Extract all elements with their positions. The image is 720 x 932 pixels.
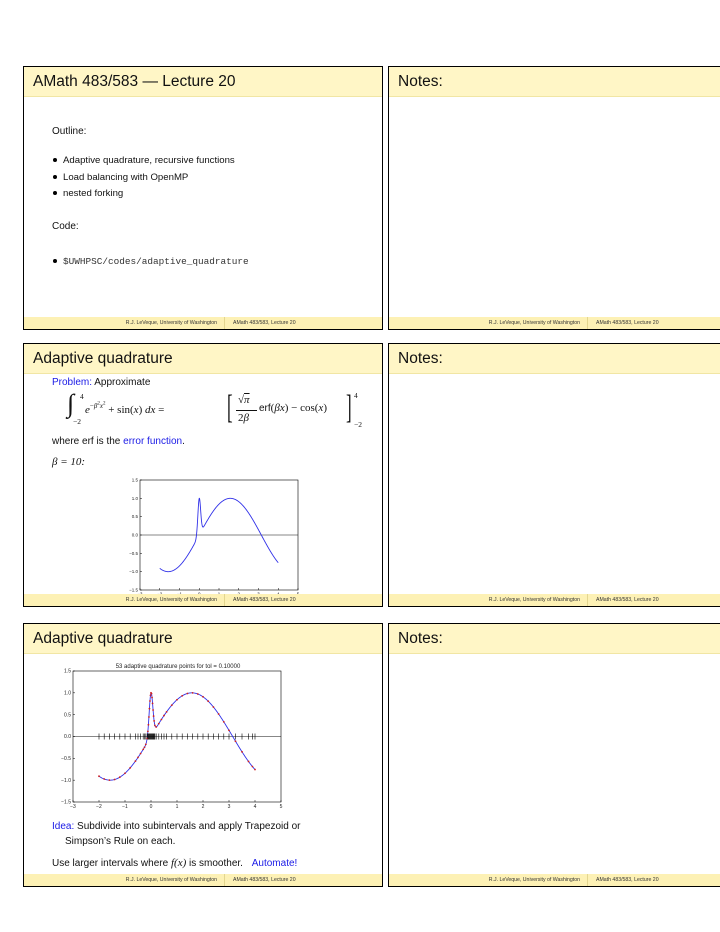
slide-notes-1 [388, 66, 720, 330]
footer-course: AMath 483/583, Lecture 20 [596, 877, 659, 883]
function-sample-point [202, 696, 204, 698]
function-sample-point [129, 767, 131, 769]
slide-notes-2 [388, 343, 720, 607]
slide-adaptive-quadrature-problem [23, 343, 383, 607]
function-sample-point [161, 719, 163, 721]
function-sample-point [148, 724, 150, 726]
function-sample-point [148, 716, 150, 718]
code-list [52, 256, 249, 273]
idea-line-2: Simpson’s Rule on each. [65, 836, 176, 847]
list-item: nested forking [52, 188, 235, 205]
where-line: where erf is the error function. [52, 436, 185, 447]
function-sample-point [103, 778, 105, 780]
y-tick-label: −1.0 [61, 777, 71, 784]
function-sample-point [158, 723, 160, 725]
function-sample-point [147, 730, 149, 732]
left-bracket: [ [227, 389, 233, 426]
x-tick-label: 0 [149, 804, 153, 810]
function-sample-point [119, 776, 121, 778]
idea-line: Idea: Subdivide into subintervals and apply Trapezoid or [52, 821, 301, 832]
y-tick-label: −1.5 [61, 799, 71, 806]
function-sample-point [248, 761, 250, 763]
slide-footer [389, 317, 720, 329]
slide-notes-3 [388, 623, 720, 887]
function-sample-point [213, 706, 215, 708]
slide-footer [24, 317, 382, 329]
function-sample-point [151, 697, 153, 699]
function-sample-point [153, 715, 155, 717]
function-sample-point [135, 760, 137, 762]
function-sample-point [114, 779, 116, 781]
problem-text: Approximate [94, 377, 151, 388]
beta-equation: β = 10: [52, 456, 86, 468]
function-sample-point [176, 699, 178, 701]
function-sample-point [151, 693, 153, 695]
y-tick-label: 0.5 [131, 514, 138, 520]
list-item: $UWHPSC/codes/adaptive_quadrature [52, 256, 249, 273]
slide-footer [389, 874, 720, 886]
slide-title: Adaptive quadrature [24, 344, 382, 374]
function-sample-point [218, 713, 220, 715]
upper-limit: 4 [80, 392, 84, 401]
function-sample-point [187, 693, 189, 695]
footer-course: AMath 483/583, Lecture 20 [596, 320, 659, 326]
function-sample-point [145, 743, 147, 745]
erf-function-plot [122, 474, 302, 601]
footer-course: AMath 483/583, Lecture 20 [233, 597, 296, 603]
y-tick-label: 0.0 [131, 532, 138, 538]
footer-course: AMath 483/583, Lecture 20 [233, 877, 296, 883]
list-item: Adaptive quadrature, recursive functions [52, 155, 235, 172]
y-tick-label: −0.5 [61, 756, 71, 762]
y-tick-label: −1.0 [129, 569, 138, 575]
function-sample-point [235, 740, 237, 742]
notes-title: Notes: [389, 624, 720, 654]
function-sample-point [192, 692, 194, 694]
function-sample-point [140, 753, 142, 755]
integrand: $e^{-\beta^2x^2} + \sin(x)$ dx = [85, 402, 165, 416]
function-sample-point [152, 703, 154, 705]
slide-lecture-intro [23, 66, 383, 330]
function-sample-point [150, 695, 152, 697]
function-sample-point [228, 729, 230, 731]
function-sample-point [124, 772, 126, 774]
y-tick-label: 1.0 [131, 495, 138, 501]
function-sample-point [171, 704, 173, 706]
function-sample-point [144, 746, 146, 748]
bracket-lower: −2 [354, 420, 362, 429]
footer-author: R.J. LeVeque, University of Washington [488, 597, 580, 603]
function-sample-point [241, 751, 243, 753]
function-sample-point [153, 720, 155, 722]
slide-footer [24, 874, 382, 886]
y-tick-label: 0.5 [64, 712, 71, 719]
notes-title: Notes: [389, 67, 720, 97]
slide-footer [24, 594, 382, 606]
function-sample-point [137, 757, 139, 759]
y-tick-label: 1.5 [64, 668, 71, 675]
slide-title: Adaptive quadrature [24, 624, 382, 654]
function-sample-point [109, 779, 111, 781]
x-tick-label: −3 [70, 804, 76, 810]
function-sample-point [197, 693, 199, 695]
footer-course: AMath 483/583, Lecture 20 [233, 320, 296, 326]
right-bracket: ] [346, 389, 352, 426]
slide-title: AMath 483/583 — Lecture 20 [24, 67, 382, 97]
two-beta: 2β [238, 412, 249, 424]
outline-list [52, 155, 235, 205]
x-tick-label: 2 [201, 804, 205, 810]
x-tick-label: 3 [227, 804, 231, 810]
error-function-link[interactable]: error function [123, 436, 183, 447]
plot-title: 53 adaptive quadrature points for tol = 0.10000 [115, 664, 241, 670]
automate-link[interactable]: Automate! [251, 858, 298, 869]
function-sample-point [98, 775, 100, 777]
x-tick-label: 5 [279, 804, 283, 810]
y-tick-label: −0.5 [129, 550, 138, 556]
fraction-bar [236, 410, 257, 411]
function-sample-point [163, 715, 165, 717]
notes-title: Notes: [389, 344, 720, 374]
function-sample-point [181, 695, 183, 697]
x-tick-label: 1 [175, 804, 179, 810]
y-tick-label: 1.0 [64, 690, 71, 697]
y-tick-label: −1.5 [129, 587, 138, 593]
adaptive-points-plot [53, 662, 283, 812]
sqrt-pi: √π [238, 394, 250, 406]
function-sample-point [207, 700, 209, 702]
footer-author: R.J. LeVeque, University of Washington [488, 320, 580, 326]
function-sample-point [149, 708, 151, 710]
x-tick-label: 4 [253, 804, 257, 810]
lower-limit: −2 [73, 417, 81, 426]
function-sample-point [155, 726, 157, 728]
footer-author: R.J. LeVeque, University of Washington [125, 597, 217, 603]
bracket-upper: 4 [354, 391, 358, 400]
idea-label: Idea: [52, 821, 75, 832]
use-line: Use larger intervals where f(x) is smoother. Automate! [52, 857, 298, 869]
slide-footer [389, 594, 720, 606]
function-sample-point [149, 700, 151, 702]
x-tick-label: −1 [122, 804, 128, 810]
problem-label: Problem: [52, 377, 93, 388]
code-label: Code: [52, 221, 79, 232]
function-sample-point [152, 709, 154, 711]
function-sample-point [154, 724, 156, 726]
x-tick-label: −2 [96, 804, 102, 810]
erf-term: erf(βx) − cos(x) [259, 402, 327, 414]
footer-course: AMath 483/583, Lecture 20 [596, 597, 659, 603]
function-sample-point [252, 766, 254, 768]
outline-label: Outline: [52, 126, 87, 137]
footer-author: R.J. LeVeque, University of Washington [125, 320, 217, 326]
y-tick-label: 0.0 [64, 734, 71, 741]
footer-author: R.J. LeVeque, University of Washington [488, 877, 580, 883]
function-sample-point [166, 711, 168, 713]
slide-adaptive-quadrature-idea [23, 623, 383, 887]
list-item: Load balancing with OpenMP [52, 172, 235, 189]
y-tick-label: 1.5 [131, 477, 138, 483]
function-sample-point [223, 721, 225, 723]
integral-sign: ∫ [67, 389, 75, 418]
footer-author: R.J. LeVeque, University of Washington [125, 877, 217, 883]
function-sample-point [254, 769, 256, 771]
function-sample-point [142, 748, 144, 750]
